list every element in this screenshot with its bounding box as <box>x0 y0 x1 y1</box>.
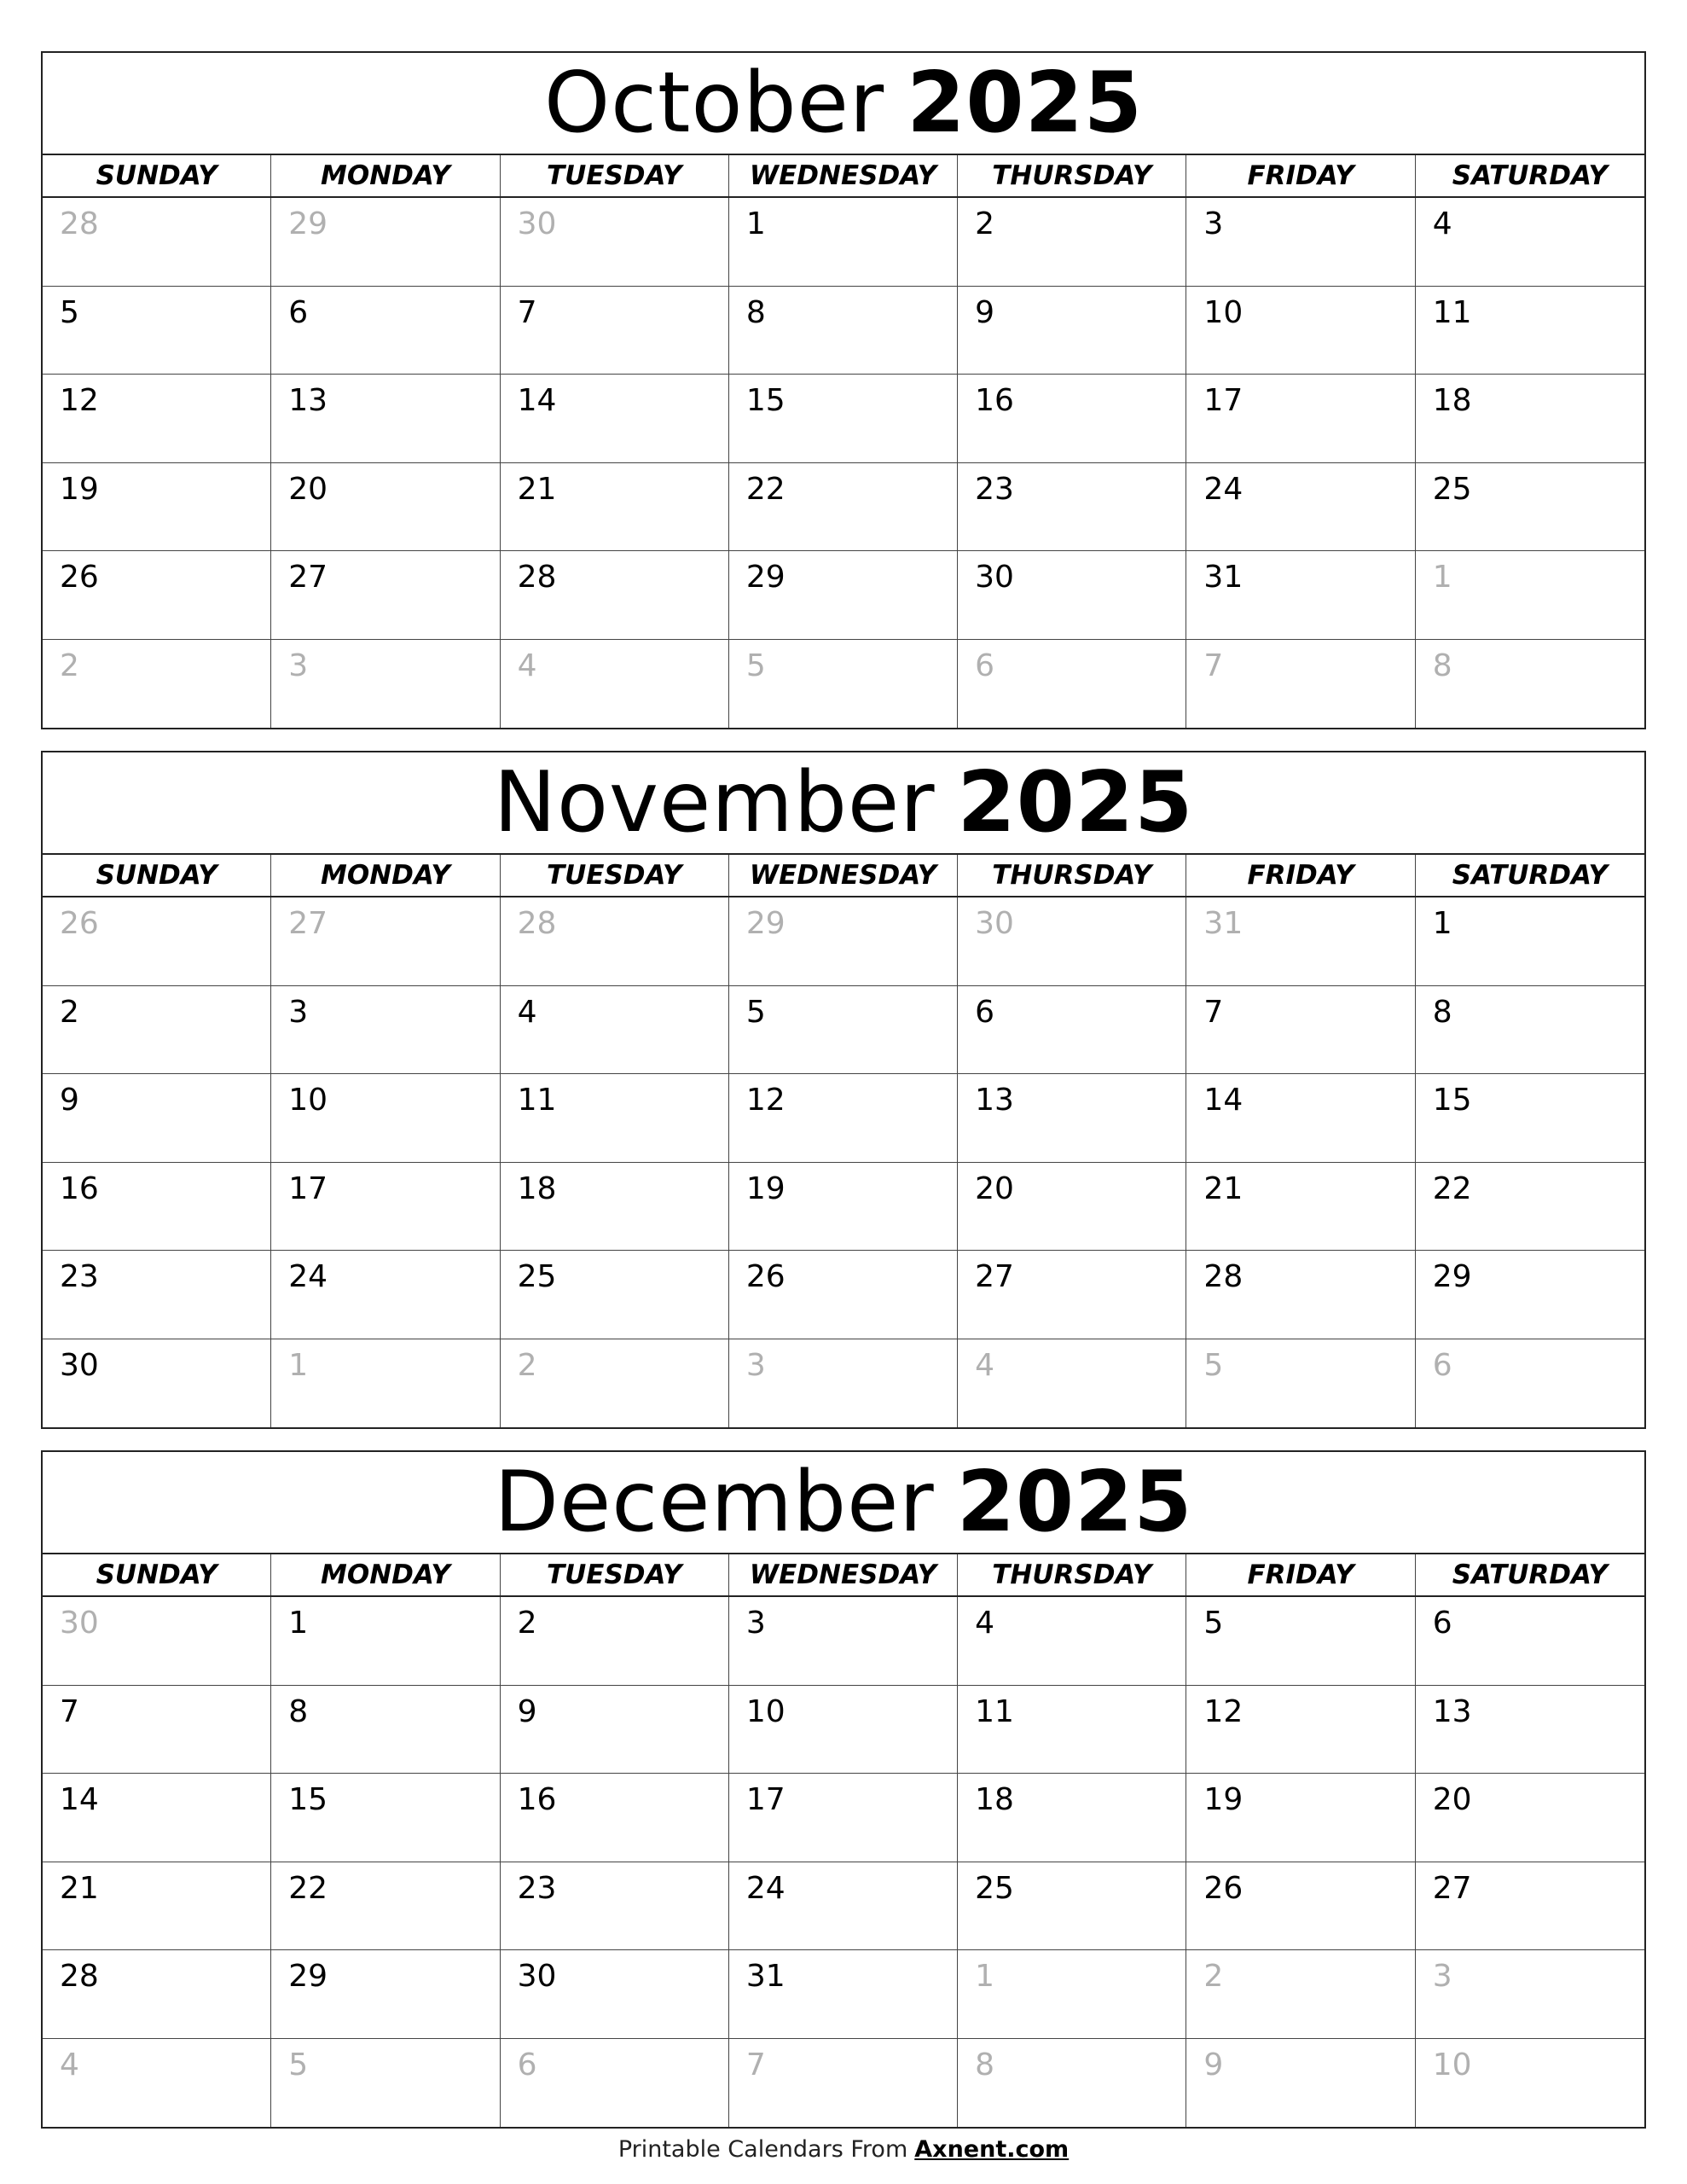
day-cell <box>43 1686 271 1774</box>
day-number: 30 <box>975 906 1014 941</box>
day-grid <box>43 1597 1644 2127</box>
weekday-friday: FRIDAY <box>1186 855 1415 896</box>
day-number: 24 <box>1203 471 1244 507</box>
day-number: 20 <box>975 1170 1014 1206</box>
day-cell <box>1416 463 1644 552</box>
day-cell <box>729 287 958 375</box>
day-number: 17 <box>745 1782 786 1817</box>
day-cell-other-month <box>729 2039 958 2128</box>
day-number: 13 <box>1432 1693 1472 1729</box>
day-number: 18 <box>975 1782 1014 1817</box>
day-cell <box>271 1163 500 1252</box>
day-number: 27 <box>288 560 328 595</box>
day-number: 2 <box>60 648 79 683</box>
day-number: 26 <box>745 1259 786 1294</box>
day-number: 24 <box>745 1870 786 1906</box>
day-number: 4 <box>975 1347 995 1383</box>
day-number: 29 <box>1432 1259 1472 1294</box>
day-cell <box>1186 1774 1415 1862</box>
day-number: 21 <box>60 1870 99 1906</box>
day-cell-other-month <box>958 640 1186 729</box>
day-number: 21 <box>517 471 557 507</box>
day-number: 1 <box>1432 906 1452 941</box>
day-number: 2 <box>60 994 79 1030</box>
day-number: 6 <box>975 648 995 683</box>
weekday-sunday: SUNDAY <box>43 1554 271 1595</box>
day-number: 25 <box>1432 471 1472 507</box>
day-number: 6 <box>288 294 309 330</box>
weekday-friday: FRIDAY <box>1186 1554 1415 1595</box>
weekday-wednesday: WEDNESDAY <box>729 855 958 896</box>
day-cell-other-month <box>501 897 729 986</box>
day-cell-other-month <box>501 2039 729 2128</box>
day-cell <box>501 1597 729 1686</box>
day-cell <box>43 551 271 640</box>
day-cell <box>43 375 271 463</box>
day-number: 7 <box>1203 648 1224 683</box>
day-number: 9 <box>1203 2047 1224 2082</box>
month-year: 2025 <box>957 754 1194 851</box>
day-number: 3 <box>1203 206 1224 241</box>
month-title <box>43 752 1644 855</box>
day-number: 22 <box>745 471 786 507</box>
day-cell <box>43 1774 271 1862</box>
weekday-saturday: SATURDAY <box>1452 860 1608 891</box>
day-cell <box>1416 986 1644 1075</box>
day-number: 29 <box>745 560 786 595</box>
day-cell <box>271 1251 500 1339</box>
day-number: 11 <box>1432 294 1472 330</box>
day-number: 1 <box>745 206 766 241</box>
day-number: 28 <box>517 560 557 595</box>
month-year: 2025 <box>907 55 1143 152</box>
month-name: November <box>493 754 936 851</box>
day-cell <box>43 1163 271 1252</box>
day-cell <box>271 1074 500 1163</box>
day-cell-other-month <box>958 1339 1186 1428</box>
day-cell <box>1186 1597 1415 1686</box>
day-number: 31 <box>1203 906 1244 941</box>
day-cell-other-month <box>958 1950 1186 2039</box>
day-number: 26 <box>60 906 99 941</box>
day-cell <box>1416 1686 1644 1774</box>
day-cell <box>1416 375 1644 463</box>
month-name: December <box>494 1454 935 1551</box>
day-number: 1 <box>975 1959 995 1994</box>
day-cell-other-month <box>501 640 729 729</box>
day-cell <box>271 1597 500 1686</box>
day-cell <box>1186 375 1415 463</box>
day-number: 13 <box>975 1083 1014 1118</box>
day-cell <box>1186 1862 1415 1951</box>
day-cell <box>271 1774 500 1862</box>
day-number: 5 <box>1203 1347 1224 1383</box>
day-number: 12 <box>745 1083 786 1118</box>
day-cell <box>958 463 1186 552</box>
day-cell-other-month <box>1186 897 1415 986</box>
day-number: 2 <box>517 1606 537 1641</box>
day-number: 26 <box>1203 1870 1244 1906</box>
day-cell <box>729 1862 958 1951</box>
day-number: 28 <box>60 206 99 241</box>
day-cell <box>271 986 500 1075</box>
day-number: 8 <box>975 2047 995 2082</box>
day-cell <box>958 1862 1186 1951</box>
day-cell <box>501 463 729 552</box>
day-number: 23 <box>60 1259 99 1294</box>
day-number: 24 <box>288 1259 328 1294</box>
day-number: 31 <box>745 1959 786 1994</box>
day-number: 4 <box>1432 206 1452 241</box>
day-number: 19 <box>745 1170 786 1206</box>
day-number: 16 <box>975 383 1014 418</box>
day-cell-other-month <box>1186 1950 1415 2039</box>
day-cell <box>729 986 958 1075</box>
day-number: 30 <box>60 1347 99 1383</box>
day-cell-other-month <box>43 198 271 287</box>
day-cell <box>1186 551 1415 640</box>
day-cell <box>1186 1074 1415 1163</box>
day-cell <box>43 1074 271 1163</box>
day-cell <box>1416 1074 1644 1163</box>
day-number: 7 <box>1203 994 1224 1030</box>
day-number: 5 <box>1203 1606 1224 1641</box>
day-number: 29 <box>288 1959 328 1994</box>
day-cell <box>958 1074 1186 1163</box>
day-cell-other-month <box>271 2039 500 2128</box>
day-cell <box>729 1074 958 1163</box>
day-number: 29 <box>288 206 328 241</box>
day-cell <box>501 986 729 1075</box>
day-number: 23 <box>517 1870 557 1906</box>
day-cell <box>501 1251 729 1339</box>
weekday-header-row <box>43 155 1644 198</box>
day-cell <box>43 986 271 1075</box>
day-number: 28 <box>1203 1259 1244 1294</box>
day-cell-other-month <box>958 897 1186 986</box>
day-cell-other-month <box>729 897 958 986</box>
day-cell <box>1416 287 1644 375</box>
day-cell <box>729 1950 958 2039</box>
day-number: 16 <box>60 1170 99 1206</box>
day-grid <box>43 198 1644 728</box>
day-cell <box>1186 287 1415 375</box>
day-cell-other-month <box>271 198 500 287</box>
day-number: 3 <box>288 994 309 1030</box>
day-number: 1 <box>288 1606 309 1641</box>
day-number: 9 <box>60 1083 79 1118</box>
weekday-tuesday: TUESDAY <box>501 855 729 896</box>
day-number: 2 <box>975 206 995 241</box>
day-cell <box>1416 1597 1644 1686</box>
weekday-thursday: THURSDAY <box>958 155 1186 196</box>
day-cell <box>729 1774 958 1862</box>
day-cell <box>271 375 500 463</box>
weekday-saturday: SATURDAY <box>1452 160 1608 191</box>
day-cell <box>43 1950 271 2039</box>
month-calendar-november <box>41 751 1646 1429</box>
day-cell <box>729 198 958 287</box>
day-number: 17 <box>288 1170 328 1206</box>
day-cell <box>958 1686 1186 1774</box>
footer-brand-link[interactable]: Axnent.com <box>914 2136 1070 2163</box>
day-number: 3 <box>745 1347 766 1383</box>
day-number: 2 <box>1203 1959 1224 1994</box>
day-cell-other-month <box>43 640 271 729</box>
day-cell-other-month <box>501 198 729 287</box>
day-number: 13 <box>288 383 328 418</box>
day-number: 20 <box>288 471 328 507</box>
day-cell <box>501 1686 729 1774</box>
day-number: 7 <box>517 294 537 330</box>
day-number: 4 <box>517 648 537 683</box>
day-number: 8 <box>288 1693 309 1729</box>
day-cell <box>1416 1251 1644 1339</box>
day-cell <box>958 287 1186 375</box>
day-cell <box>1186 198 1415 287</box>
day-number: 1 <box>288 1347 309 1383</box>
month-title <box>43 53 1644 155</box>
day-number: 29 <box>745 906 786 941</box>
day-cell <box>958 986 1186 1075</box>
day-number: 17 <box>1203 383 1244 418</box>
weekday-thursday: THURSDAY <box>958 1554 1186 1595</box>
day-number: 5 <box>60 294 79 330</box>
day-number: 3 <box>745 1606 766 1641</box>
day-cell <box>501 375 729 463</box>
day-cell-other-month <box>1186 640 1415 729</box>
day-cell-other-month <box>271 1339 500 1428</box>
day-cell <box>271 1950 500 2039</box>
day-cell <box>271 463 500 552</box>
weekday-wednesday: WEDNESDAY <box>729 155 958 196</box>
weekday-header-row <box>43 855 1644 897</box>
day-number: 15 <box>288 1782 328 1817</box>
day-cell-other-month <box>1416 2039 1644 2128</box>
weekday-thursday: THURSDAY <box>958 855 1186 896</box>
weekday-saturday: SATURDAY <box>1452 1560 1608 1590</box>
day-number: 20 <box>1432 1782 1472 1817</box>
day-cell <box>1416 198 1644 287</box>
day-cell <box>1186 463 1415 552</box>
day-number: 7 <box>60 1693 79 1729</box>
day-cell <box>1416 1163 1644 1252</box>
day-cell-other-month <box>43 897 271 986</box>
day-number: 16 <box>517 1782 557 1817</box>
day-cell <box>958 198 1186 287</box>
day-number: 6 <box>517 2047 537 2082</box>
month-year: 2025 <box>956 1454 1193 1551</box>
day-cell <box>501 1163 729 1252</box>
footer-credit <box>0 2136 1687 2163</box>
day-cell <box>729 463 958 552</box>
day-number: 30 <box>517 1959 557 1994</box>
day-cell-other-month <box>729 640 958 729</box>
month-title <box>43 1452 1644 1554</box>
day-cell <box>729 1163 958 1252</box>
day-number: 15 <box>1432 1083 1472 1118</box>
day-cell <box>958 551 1186 640</box>
day-cell <box>729 1251 958 1339</box>
day-cell <box>43 287 271 375</box>
month-calendar-october <box>41 51 1646 729</box>
day-number: 5 <box>288 2047 309 2082</box>
day-number: 8 <box>1432 994 1452 1030</box>
day-number: 1 <box>1432 560 1452 595</box>
day-number: 4 <box>517 994 537 1030</box>
day-cell <box>1186 1163 1415 1252</box>
day-number: 18 <box>1432 383 1472 418</box>
day-number: 8 <box>1432 648 1452 683</box>
day-cell-other-month <box>729 1339 958 1428</box>
day-number: 25 <box>517 1259 557 1294</box>
day-cell-other-month <box>501 1339 729 1428</box>
day-cell-other-month <box>43 2039 271 2128</box>
weekday-tuesday: TUESDAY <box>501 1554 729 1595</box>
day-number: 28 <box>60 1959 99 1994</box>
day-cell-other-month <box>1416 640 1644 729</box>
day-cell <box>501 287 729 375</box>
day-number: 14 <box>1203 1083 1244 1118</box>
day-number: 8 <box>745 294 766 330</box>
day-number: 19 <box>60 471 99 507</box>
day-number: 5 <box>745 994 766 1030</box>
weekday-monday: MONDAY <box>271 855 500 896</box>
day-number: 11 <box>517 1083 557 1118</box>
day-grid <box>43 897 1644 1427</box>
day-number: 30 <box>975 560 1014 595</box>
day-number: 6 <box>1432 1606 1452 1641</box>
weekday-sunday: SUNDAY <box>43 155 271 196</box>
day-cell <box>501 1950 729 2039</box>
weekday-friday: FRIDAY <box>1186 155 1415 196</box>
day-cell-other-month <box>43 1597 271 1686</box>
day-cell-other-month <box>271 897 500 986</box>
weekday-wednesday: WEDNESDAY <box>729 1554 958 1595</box>
day-number: 12 <box>60 383 99 418</box>
day-number: 10 <box>745 1693 786 1729</box>
day-number: 25 <box>975 1870 1014 1906</box>
day-number: 9 <box>517 1693 537 1729</box>
month-name: October <box>544 55 885 152</box>
day-cell-other-month <box>1186 2039 1415 2128</box>
day-cell <box>1186 986 1415 1075</box>
day-number: 9 <box>975 294 995 330</box>
weekday-tuesday: TUESDAY <box>501 155 729 196</box>
day-number: 28 <box>517 906 557 941</box>
day-number: 11 <box>975 1693 1014 1729</box>
day-number: 6 <box>975 994 995 1030</box>
day-cell <box>958 1251 1186 1339</box>
weekday-monday: MONDAY <box>271 1554 500 1595</box>
day-cell-other-month <box>1186 1339 1415 1428</box>
day-number: 4 <box>60 2047 79 2082</box>
day-number: 22 <box>1432 1170 1472 1206</box>
day-number: 10 <box>288 1083 328 1118</box>
day-cell <box>1416 897 1644 986</box>
day-number: 26 <box>60 560 99 595</box>
day-cell <box>1416 1862 1644 1951</box>
day-cell <box>501 1862 729 1951</box>
day-number: 3 <box>1432 1959 1452 1994</box>
day-cell <box>43 1251 271 1339</box>
day-number: 15 <box>745 383 786 418</box>
day-cell <box>43 1862 271 1951</box>
day-number: 7 <box>745 2047 766 2082</box>
day-number: 19 <box>1203 1782 1244 1817</box>
day-cell <box>729 1597 958 1686</box>
day-cell <box>271 1686 500 1774</box>
day-cell-other-month <box>1416 1950 1644 2039</box>
day-number: 21 <box>1203 1170 1244 1206</box>
weekday-monday: MONDAY <box>271 155 500 196</box>
day-number: 5 <box>745 648 766 683</box>
day-cell <box>958 375 1186 463</box>
day-cell <box>1416 1774 1644 1862</box>
day-cell <box>729 375 958 463</box>
day-number: 6 <box>1432 1347 1452 1383</box>
day-cell <box>1186 1251 1415 1339</box>
day-number: 30 <box>517 206 557 241</box>
day-cell <box>1186 1686 1415 1774</box>
weekday-header-row <box>43 1554 1644 1597</box>
day-cell-other-month <box>1416 1339 1644 1428</box>
day-number: 23 <box>975 471 1014 507</box>
day-cell <box>729 551 958 640</box>
month-calendar-december <box>41 1450 1646 2129</box>
day-cell <box>501 1074 729 1163</box>
day-number: 10 <box>1203 294 1244 330</box>
day-cell <box>501 1774 729 1862</box>
day-number: 14 <box>517 383 557 418</box>
day-number: 18 <box>517 1170 557 1206</box>
day-cell-other-month <box>958 2039 1186 2128</box>
day-number: 27 <box>1432 1870 1472 1906</box>
weekday-sunday: SUNDAY <box>43 855 271 896</box>
day-cell <box>43 463 271 552</box>
day-cell <box>958 1774 1186 1862</box>
day-number: 27 <box>975 1259 1014 1294</box>
day-cell-other-month <box>1416 551 1644 640</box>
day-number: 12 <box>1203 1693 1244 1729</box>
day-number: 14 <box>60 1782 99 1817</box>
day-cell <box>958 1597 1186 1686</box>
day-number: 27 <box>288 906 328 941</box>
day-number: 10 <box>1432 2047 1472 2082</box>
day-cell <box>271 1862 500 1951</box>
day-number: 2 <box>517 1347 537 1383</box>
day-number: 22 <box>288 1870 328 1906</box>
day-number: 30 <box>60 1606 99 1641</box>
day-cell <box>271 551 500 640</box>
day-cell-other-month <box>271 640 500 729</box>
day-cell <box>958 1163 1186 1252</box>
footer-prefix: Printable Calendars From <box>617 2136 908 2163</box>
day-cell <box>43 1339 271 1428</box>
day-cell <box>729 1686 958 1774</box>
day-number: 4 <box>975 1606 995 1641</box>
day-cell <box>271 287 500 375</box>
day-cell <box>501 551 729 640</box>
day-number: 3 <box>288 648 309 683</box>
day-number: 31 <box>1203 560 1244 595</box>
